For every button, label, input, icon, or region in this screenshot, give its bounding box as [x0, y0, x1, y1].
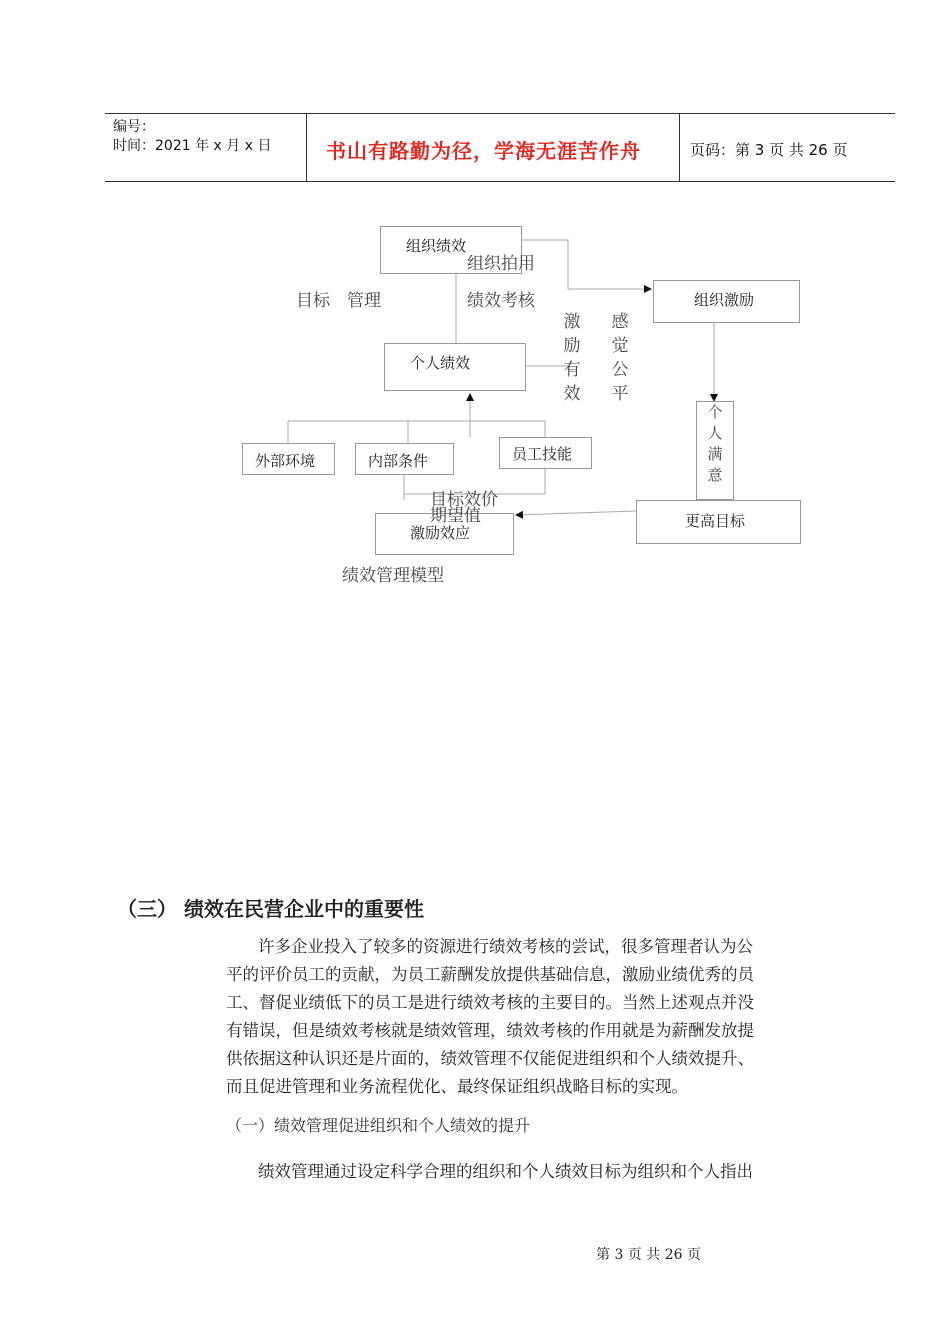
- arrow-goal-to-effect: [516, 511, 636, 515]
- label-perf-assessment: 绩效考核: [467, 291, 535, 311]
- vlabel-satisfaction-1: 个: [707, 403, 723, 421]
- label-org-apply-text: 组织拍用: [467, 254, 535, 274]
- box-external-env-label: 外部环境: [255, 452, 316, 470]
- box-incentive-effect-label: 激励效应: [410, 524, 471, 542]
- section-paragraph-1: [226, 933, 856, 1101]
- section-paragraph-2: 绩效管理通过设定科学合理的组织和个人绩效目标为组织和个人指出: [258, 1162, 753, 1181]
- box-individual-performance-label: 个人绩效: [410, 354, 471, 372]
- vlabel-fair-4: 平: [611, 384, 629, 404]
- vlabel-satisfaction-3: 满: [707, 445, 723, 463]
- label-goal-evaluation: 目标效价: [430, 490, 498, 510]
- box-internal-cond-label: 内部条件: [368, 452, 429, 470]
- vlabel-incentive-1: 激: [563, 312, 581, 332]
- header-time-label: 时间：2021 年 x 月 x 日: [113, 138, 272, 154]
- box-higher-goal-label: 更高目标: [685, 512, 746, 530]
- vlabel-incentive-4: 效: [563, 384, 581, 404]
- para1-line-6: 而且促进管理和业务流程优化、最终保证组织战略目标的实现。: [226, 1077, 688, 1096]
- box-external-env: [242, 443, 335, 475]
- label-expect-value: [430, 506, 481, 526]
- vlabel-satisfaction-2: 人: [707, 424, 723, 442]
- vlabel-incentive-2: 励: [563, 336, 581, 356]
- section-title: （三） 绩效在民营企业中的重要性: [117, 897, 424, 921]
- vlabel-fair-1: 感: [611, 312, 629, 332]
- vlabel-fair-2: 觉: [611, 336, 629, 356]
- header-page-info: 页码：第 3 页 共 26 页: [690, 141, 848, 159]
- box-internal-cond: [355, 443, 454, 475]
- header-motto: 书山有路勤为径，学海无涯苦作舟: [326, 139, 641, 163]
- box-employee-skill: [499, 437, 592, 469]
- para1-line-3: 工、督促业绩低下的员工是进行绩效考核的主要目的。当然上述观点并没: [226, 993, 754, 1012]
- diagram-caption: 绩效管理模型: [342, 566, 444, 586]
- page-footer: 第 3 页 共 26 页: [596, 1247, 701, 1263]
- box-employee-skill-label: 员工技能: [512, 445, 573, 463]
- box-org-performance-label: 组织绩效: [406, 237, 467, 255]
- para1-line-1: 许多企业投入了较多的资源进行绩效考核的尝试，很多管理者认为公: [258, 937, 753, 956]
- box-org-incentive-label: 组织激励: [694, 291, 755, 309]
- label-goal-management: 目标 管理: [296, 291, 381, 311]
- para1-line-4: 有错误，但是绩效考核就是绩效管理，绩效考核的作用就是为薪酬发放提: [226, 1021, 754, 1040]
- label-expect-value-text: 期望值: [430, 506, 481, 526]
- vlabel-incentive-3: 有: [563, 360, 581, 380]
- box-individual-performance: [384, 343, 526, 391]
- arrow-org-to-incentive: [521, 240, 651, 289]
- header-number-label: 编号：: [113, 119, 155, 135]
- label-org-apply: [467, 254, 535, 276]
- vlabel-satisfaction-4: 意: [707, 466, 723, 484]
- subsection-title: （一）绩效管理促进组织和个人绩效的提升: [226, 1116, 531, 1135]
- vlabel-fair-3: 公: [611, 360, 629, 380]
- para1-line-2: 平的评价员工的贡献，为员工薪酬发放提供基础信息，激励业绩优秀的员: [226, 965, 754, 984]
- para1-line-5: 供依据这种认识还是片面的，绩效管理不仅能促进组织和个人绩效提升、: [226, 1049, 754, 1068]
- box-org-incentive: [653, 280, 800, 323]
- box-higher-goal: [636, 500, 801, 544]
